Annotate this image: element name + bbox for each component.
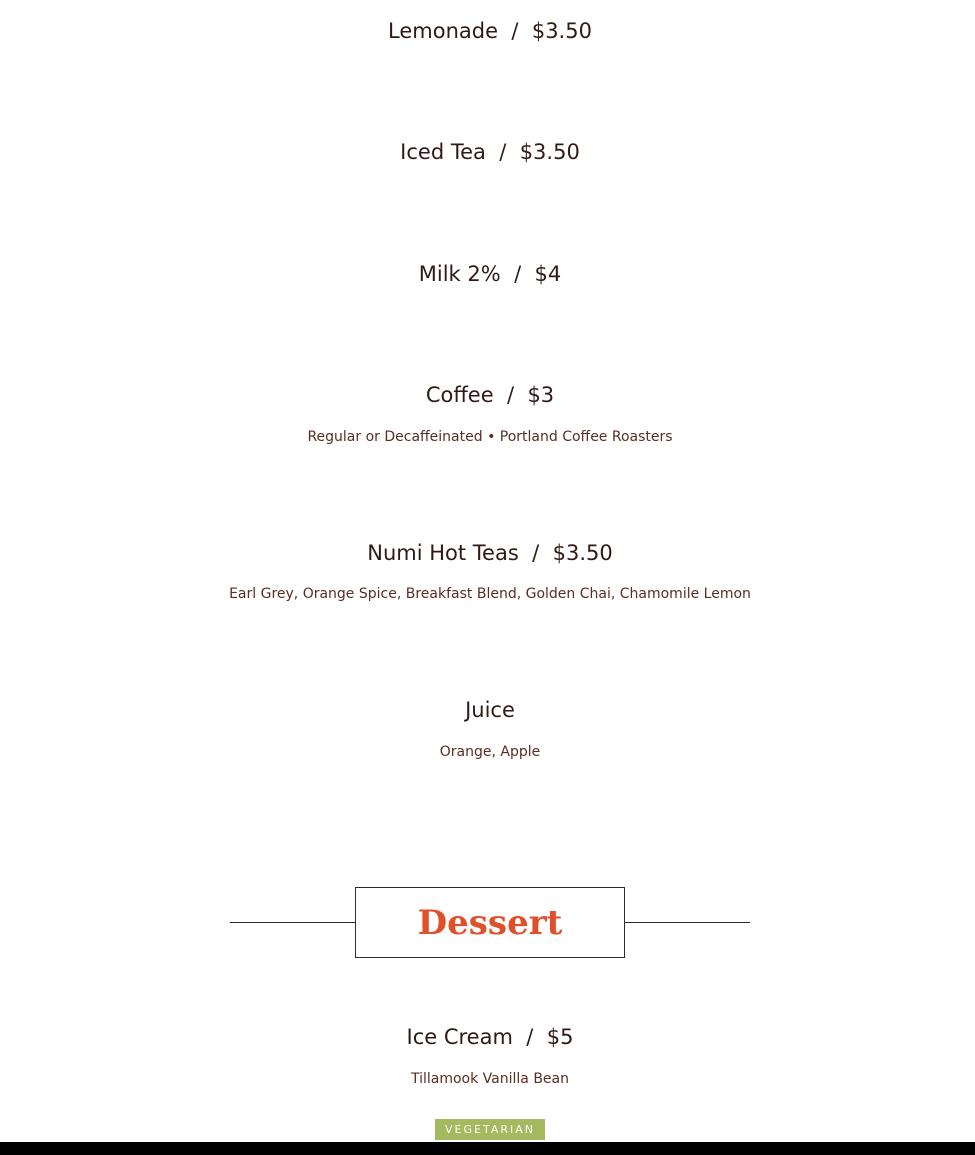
menu-item-milk	[0, 261, 975, 287]
item-price: $3.50	[519, 140, 580, 164]
item-price: $3.50	[531, 19, 592, 43]
price-separator: /	[532, 541, 540, 565]
menu-item-lemonade	[0, 18, 975, 44]
item-name: Ice Cream	[406, 1025, 513, 1049]
menu-item-coffee	[0, 382, 975, 408]
section-divider-right	[624, 922, 750, 923]
item-name: Juice	[465, 698, 515, 722]
item-price: $3	[527, 383, 555, 407]
item-name: Lemonade	[388, 19, 499, 43]
item-name: Numi Hot Teas	[367, 541, 519, 565]
menu-item-hot-teas	[0, 540, 975, 566]
price-separator: /	[526, 1025, 534, 1049]
bottom-bar	[0, 1142, 975, 1155]
dessert-section-header	[355, 887, 625, 958]
item-price: $5	[546, 1025, 574, 1049]
section-title: Dessert	[417, 902, 563, 943]
ice-cream-description: Tillamook Vanilla Bean	[410, 1071, 569, 1087]
item-price: $4	[534, 262, 562, 286]
section-divider-left	[230, 922, 355, 923]
item-name: Milk 2%	[418, 262, 501, 286]
price-separator: /	[507, 383, 515, 407]
item-name: Iced Tea	[400, 140, 486, 164]
item-price: $3.50	[552, 541, 613, 565]
item-name: Coffee	[425, 383, 494, 407]
menu-item-iced-tea	[0, 139, 975, 165]
price-separator: /	[514, 262, 522, 286]
menu-item-ice-cream	[0, 1024, 975, 1050]
hot-teas-description: Earl Grey, Orange Spice, Breakfast Blend, Golden Chai, Chamomile Lemon	[229, 586, 751, 602]
juice-description: Orange, Apple	[439, 744, 541, 760]
price-separator: /	[511, 19, 519, 43]
coffee-description: Regular or Decaffeinated • Portland Coffee Roasters	[307, 429, 673, 445]
vegetarian-badge: VEGETARIAN	[435, 1119, 545, 1140]
price-separator: /	[499, 140, 507, 164]
menu-item-juice	[0, 697, 975, 723]
